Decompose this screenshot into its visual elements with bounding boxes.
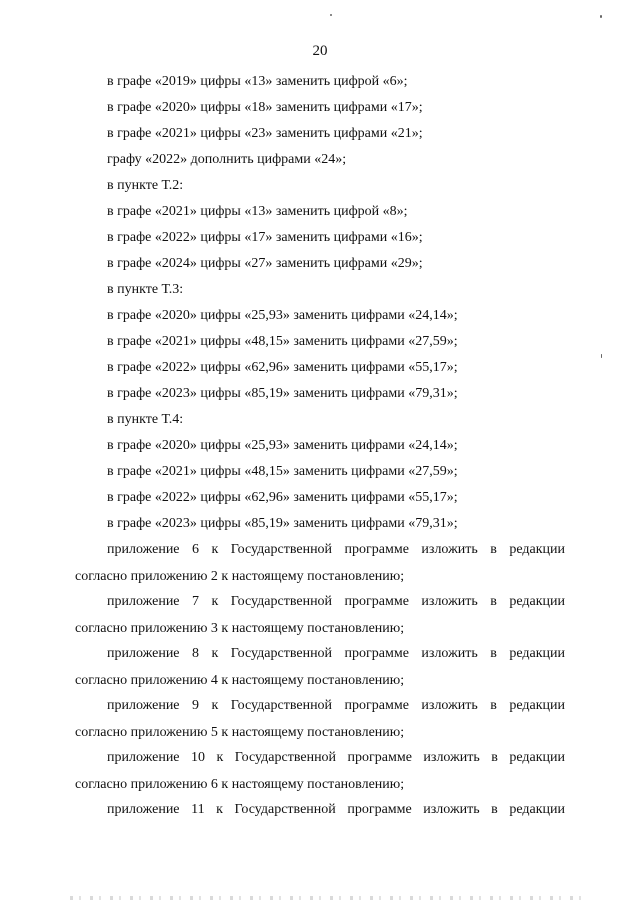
paragraph — [75, 697, 565, 742]
scan-speck — [330, 14, 332, 16]
text-line: в графе «2019» цифры «13» заменить цифрой «6»; — [107, 74, 408, 89]
paragraph — [75, 593, 565, 638]
text-line: в графе «2021» цифры «48,15» заменить цифрами «27,59»; — [107, 334, 458, 349]
paragraph-first-line: приложение 11 к Государственной программе изложить в редакции — [107, 802, 565, 817]
text-line: в графе «2020» цифры «25,93» заменить цифрами «24,14»; — [107, 438, 458, 453]
scan-edge-noise — [70, 896, 590, 900]
paragraph — [75, 541, 565, 586]
paragraph-second-line: согласно приложению 3 к настоящему постановлению; — [75, 621, 405, 636]
text-line: в графе «2021» цифры «23» заменить цифрами «21»; — [107, 126, 423, 141]
text-line: в графе «2022» цифры «62,96» заменить цифрами «55,17»; — [107, 490, 458, 505]
paragraph-first-line: приложение 6 к Государственной программе изложить в редакции — [107, 542, 565, 557]
text-line: в пункте Т.2: — [107, 178, 184, 193]
text-line: в пункте Т.4: — [107, 412, 184, 427]
text-line: в пункте Т.3: — [107, 282, 184, 297]
paragraph-second-line: согласно приложению 2 к настоящему постановлению; — [75, 569, 405, 584]
text-line: графу «2022» дополнить цифрами «24»; — [107, 152, 347, 167]
paragraph — [75, 749, 565, 794]
paragraph-second-line: согласно приложению 5 к настоящему постановлению; — [75, 725, 405, 740]
paragraph-first-line: приложение 9 к Государственной программе изложить в редакции — [107, 698, 565, 713]
text-line: в графе «2021» цифры «13» заменить цифрой «8»; — [107, 204, 408, 219]
text-line: в графе «2020» цифры «25,93» заменить цифрами «24,14»; — [107, 308, 458, 323]
paragraph-first-line: приложение 7 к Государственной программе изложить в редакции — [107, 594, 565, 609]
paragraph-second-line: согласно приложению 4 к настоящему постановлению; — [75, 673, 405, 688]
text-line: в графе «2023» цифры «85,19» заменить цифрами «79,31»; — [107, 516, 458, 531]
text-line: в графе «2024» цифры «27» заменить цифрами «29»; — [107, 256, 423, 271]
text-line: в графе «2021» цифры «48,15» заменить цифрами «27,59»; — [107, 464, 458, 479]
paragraph — [75, 645, 565, 690]
paragraph-first-line: приложение 10 к Государственной программе изложить в редакции — [107, 750, 565, 765]
text-line: в графе «2020» цифры «18» заменить цифрами «17»; — [107, 100, 423, 115]
scan-speck — [601, 354, 602, 358]
text-line: в графе «2023» цифры «85,19» заменить цифрами «79,31»; — [107, 386, 458, 401]
page-number: 20 — [312, 43, 328, 59]
paragraph-first-line: приложение 8 к Государственной программе изложить в редакции — [107, 646, 565, 661]
text-line: в графе «2022» цифры «62,96» заменить цифрами «55,17»; — [107, 360, 458, 375]
paragraph — [75, 801, 565, 819]
scan-speck — [600, 15, 602, 18]
text-line: в графе «2022» цифры «17» заменить цифрами «16»; — [107, 230, 423, 245]
paragraph-second-line: согласно приложению 6 к настоящему постановлению; — [75, 777, 405, 792]
